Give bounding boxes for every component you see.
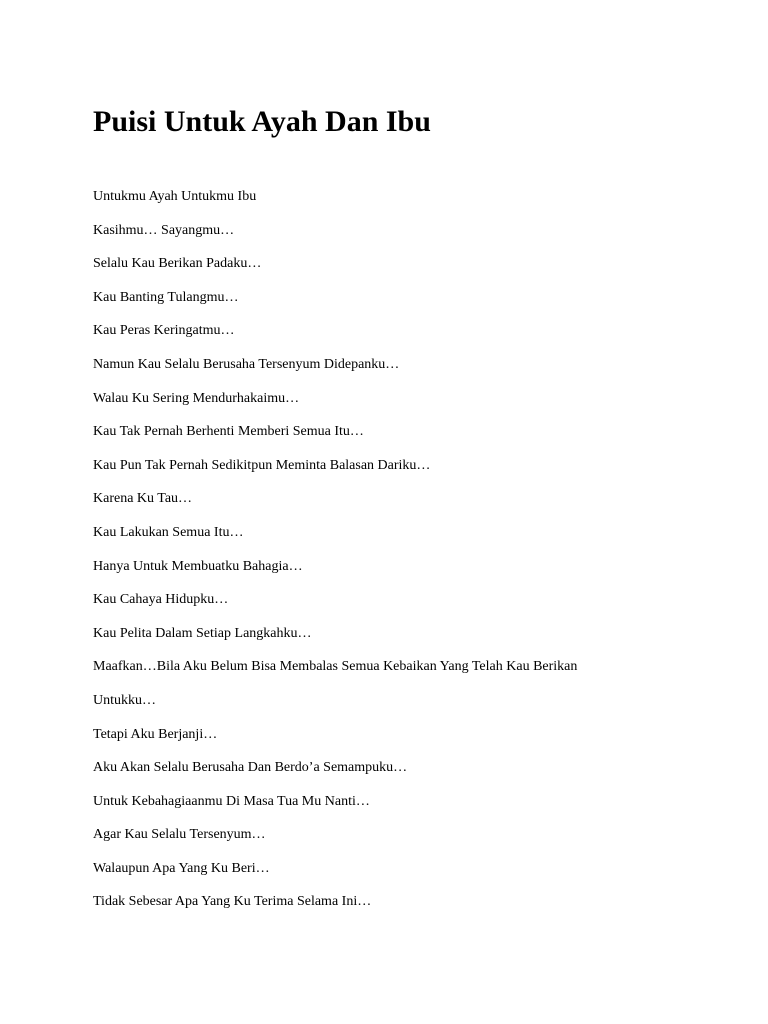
poem-line: Tidak Sebesar Apa Yang Ku Terima Selama Ini…: [93, 894, 372, 910]
poem-line: Kau Lakukan Semua Itu…: [93, 524, 244, 540]
poem-line: Untukmu Ayah Untukmu Ibu: [93, 189, 257, 204]
page-title: Puisi Untuk Ayah Dan Ibu: [93, 105, 431, 138]
poem-line: Aku Akan Selalu Berusaha Dan Berdo’a Semampuku…: [93, 760, 408, 776]
poem-line: Maafkan…Bila Aku Belum Bisa Membalas Semua Kebaikan Yang Telah Kau Berikan: [93, 659, 578, 675]
poem-line: Tetapi Aku Berjanji…: [93, 726, 218, 742]
poem-line: Agar Kau Selalu Tersenyum…: [93, 827, 266, 843]
poem-line: Kau Banting Tulangmu…: [93, 289, 239, 305]
poem-line: Walau Ku Sering Mendurhakaimu…: [93, 390, 300, 406]
poem-line: Kau Pelita Dalam Setiap Langkahku…: [93, 625, 312, 641]
poem-line: Karena Ku Tau…: [93, 491, 193, 507]
poem-body: [93, 186, 693, 925]
poem-line: Kau Tak Pernah Berhenti Memberi Semua Itu…: [93, 424, 364, 440]
poem-line: Namun Kau Selalu Berusaha Tersenyum Didepanku…: [93, 356, 400, 372]
poem-line: Kau Peras Keringatmu…: [93, 323, 235, 339]
poem-line: Untukku…: [93, 692, 156, 708]
poem-line: Untuk Kebahagiaanmu Di Masa Tua Mu Nanti…: [93, 793, 370, 809]
poem-line: Kau Cahaya Hidupku…: [93, 592, 229, 608]
poem-line: Kasihmu… Sayangmu…: [93, 222, 235, 238]
poem-line: Kau Pun Tak Pernah Sedikitpun Meminta Balasan Dariku…: [93, 457, 431, 473]
poem-line: Walaupun Apa Yang Ku Beri…: [93, 860, 270, 876]
poem-line: Hanya Untuk Membuatku Bahagia…: [93, 558, 303, 574]
poem-line: Selalu Kau Berikan Padaku…: [93, 256, 262, 272]
